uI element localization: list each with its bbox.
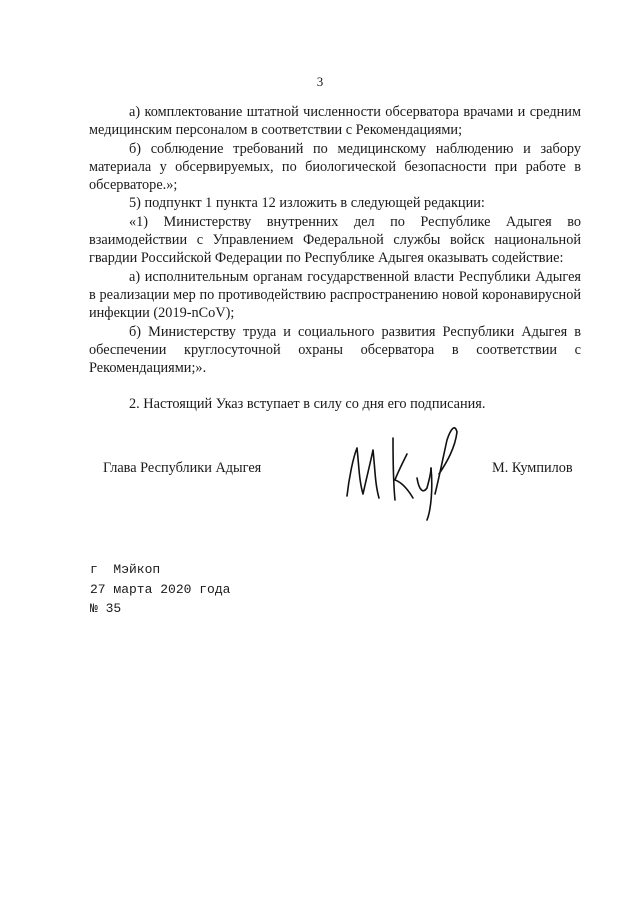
document-body	[89, 103, 581, 414]
issue-date: 27 марта 2020 года	[90, 581, 231, 597]
signature-block	[0, 458, 640, 528]
document-meta	[90, 560, 230, 619]
paragraph: а) комплектование штатной численности обсерватора врачами и средним медицинским персоналом в соответствии с Рекомендациями;	[89, 104, 581, 139]
page-number: 3	[316, 74, 324, 89]
issue-city: г Мэйкоп	[90, 562, 161, 577]
paragraph: а) исполнительным органам государственной власти Республики Адыгея в реализации мер по противодействию распространению новой коронавирусной инфекции (2019-nCoV);	[89, 268, 581, 322]
signatory-title: Глава Республики Адыгея	[103, 460, 262, 476]
paragraph: б) соблюдение требований по медицинскому наблюдению и забору материала у обсервируемых, по биологической безопасности при работе в обсерваторе.»;	[89, 140, 581, 194]
paragraph: «1) Министерству внутренних дел по Республике Адыгея во взаимодействии с Управлением Федеральной службы войск национальной гвардии Российской Федерации по Республике Адыгея оказывать содействие:	[89, 213, 581, 267]
paragraph: 2. Настоящий Указ вступает в силу со дня его подписания.	[129, 396, 486, 413]
document-number: № 35	[90, 601, 122, 616]
handwritten-signature	[335, 418, 475, 528]
signatory-name: М. Кумпилов	[492, 460, 573, 476]
paragraph: 5) подпункт 1 пункта 12 изложить в следующей редакции:	[129, 195, 485, 212]
paragraph: б) Министерству труда и социального развития Республики Адыгея в обеспечении круглосуточной охраны обсерватора в соответствии с Рекомендациями;».	[89, 323, 581, 377]
